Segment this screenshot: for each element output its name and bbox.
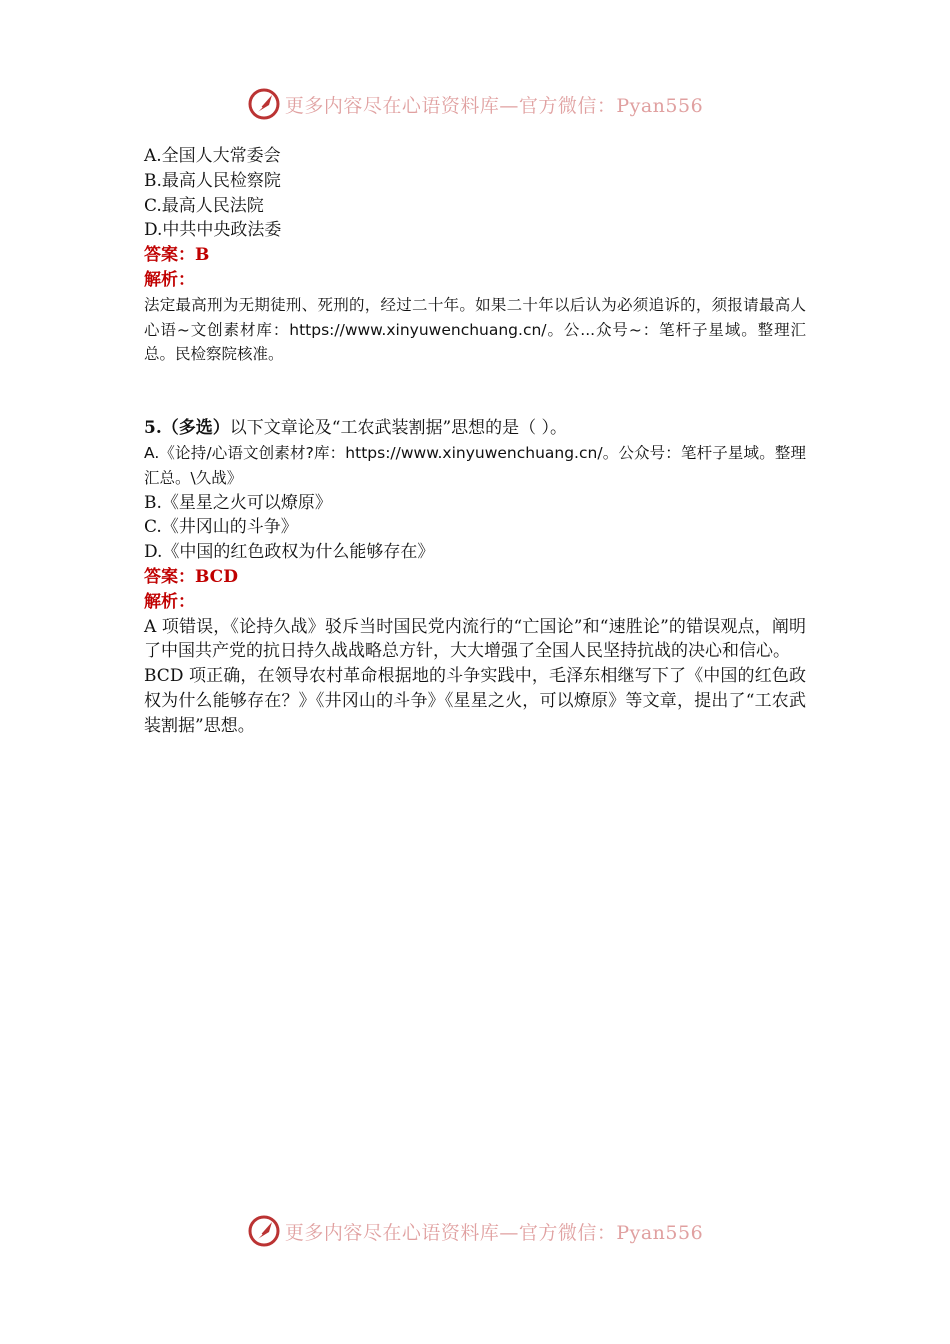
quill-logo-icon — [247, 1214, 281, 1248]
q5-option-c: C.《井冈山的斗争》 — [144, 517, 298, 538]
q5-analysis-2: BCD 项正确，在领导农村革命根据地的斗争实践中，毛泽东相继写下了《中国的红色政权为什么能够存在？》《井冈山的斗争》《星星之火，可以燎原》等文章，提出了“工农武装割据”思想。 — [144, 666, 806, 736]
q5-question — [144, 416, 806, 441]
q5-option-d: D.《中国的红色政权为什么能够存在》 — [144, 542, 435, 563]
q4-option-b: B.最高人民检察院 — [144, 170, 281, 191]
q4-analysis: 法定最高刑为无期徒刑、死刑的，经过二十年。如果二十年以后认为必须追诉的，须报请最高人心语~文创素材库：https://www.xinyuwenchuang.cn/。公...众号~：笔杆子星域。整理汇总。民检察院核准。 — [144, 295, 806, 364]
quill-logo-icon — [247, 87, 281, 121]
watermark-text: 更多内容尽在心语资料库—官方微信：Pyan556 — [284, 1221, 704, 1244]
q4-option-d: D.中共中央政法委 — [144, 220, 282, 241]
q5-number: 5. — [144, 418, 162, 439]
document-body — [144, 144, 806, 739]
q5-option-a: A.《论持/心语文创素材?库：https://www.xinyuwenchuang.cn/。公众号：笔杆子星域。整理汇总。\久战》 — [144, 443, 806, 487]
q5-question-text: 以下文章论及“工农武装割据”思想的是（ ）。 — [229, 418, 568, 439]
q4-answer: 答案：B — [144, 245, 210, 266]
watermark-text: 更多内容尽在心语资料库—官方微信：Pyan556 — [284, 94, 704, 117]
header-watermark — [0, 84, 950, 124]
q5-option-b: B.《星星之火可以燎原》 — [144, 492, 332, 513]
q4-option-c: C.最高人民法院 — [144, 195, 264, 216]
q5-analysis-label: 解析： — [144, 591, 195, 612]
q5-type: （多选） — [161, 418, 230, 439]
q4-option-a: A.全国人大常委会 — [144, 146, 281, 166]
q5-answer: 答案：BCD — [144, 566, 238, 587]
footer-watermark — [0, 1211, 950, 1251]
q5-analysis-1: A 项错误，《论持久战》驳斥当时国民党内流行的“亡国论”和“速胜论”的错误观点，阐明了中国共产党的抗日持久战战略总方针，大大增强了全国人民坚持抗战的决心和信心。 — [144, 616, 806, 662]
q4-analysis-label: 解析： — [144, 269, 195, 290]
